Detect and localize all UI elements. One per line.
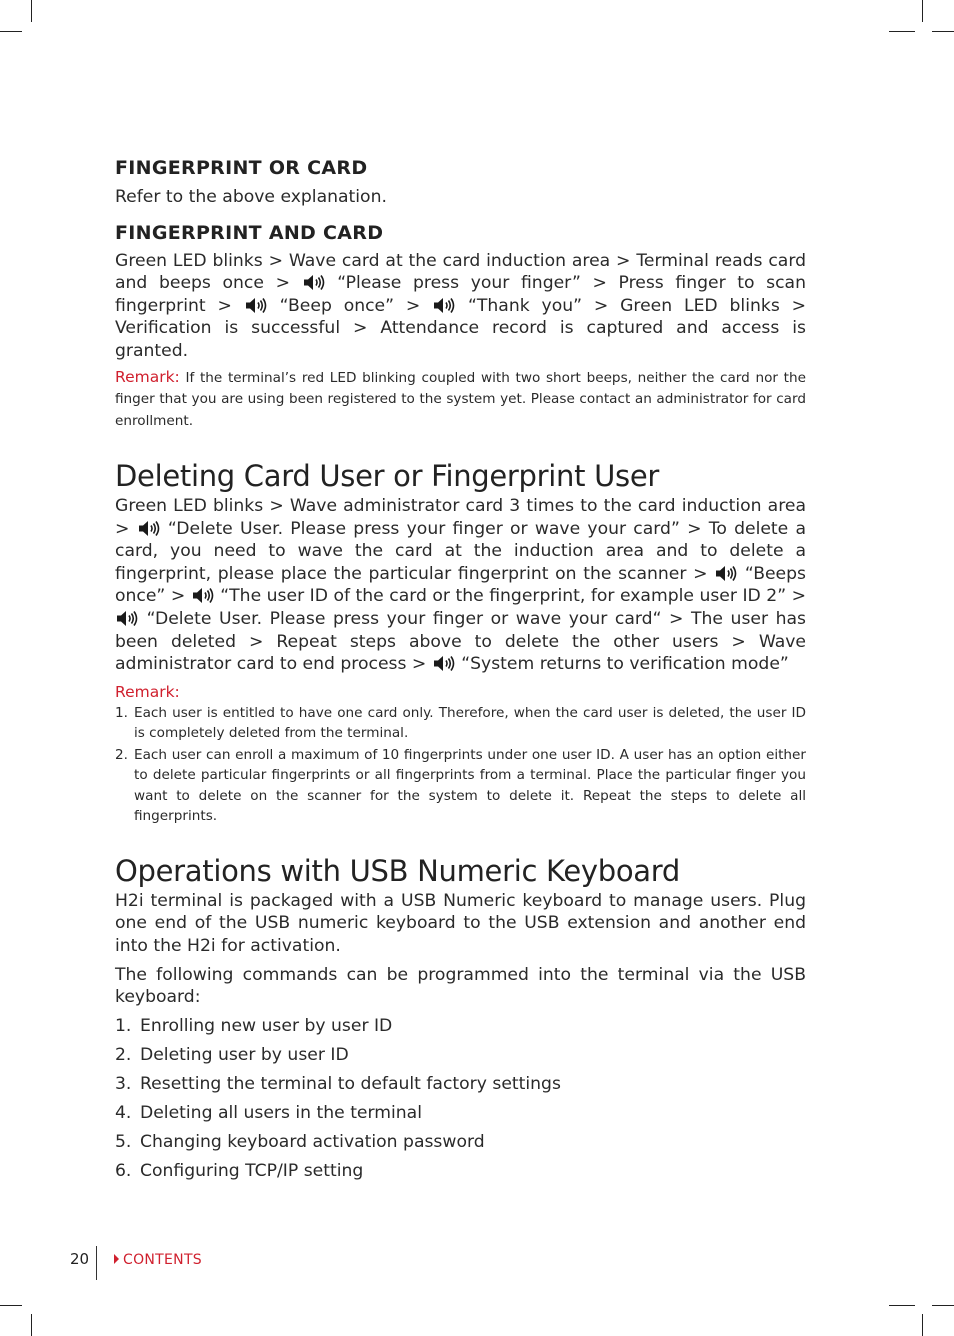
list-item: 4. Deleting all users in the terminal bbox=[115, 1102, 422, 1123]
usb-paragraph-1: H2i terminal is packaged with a USB Numeric keyboard to manage users. Plug one end of the USB numeric keyboard to the USB extension and another end into the H2i for activation. bbox=[115, 890, 806, 956]
footer-divider bbox=[96, 1246, 97, 1280]
section-title-deleting: Deleting Card User or Fingerprint User bbox=[115, 459, 660, 494]
crop-mark bbox=[922, 1314, 923, 1336]
remark-list bbox=[115, 703, 806, 827]
section-title-usb-keyboard: Operations with USB Numeric Keyboard bbox=[115, 853, 680, 888]
speaker-icon bbox=[192, 587, 214, 604]
speaker-icon bbox=[245, 297, 267, 314]
speaker-icon bbox=[138, 520, 160, 537]
page-footer bbox=[70, 1250, 202, 1268]
crop-mark bbox=[31, 1314, 32, 1336]
remark-label: Remark: bbox=[115, 367, 180, 386]
arrow-right-icon bbox=[114, 1254, 119, 1264]
list-item: 1. Enrolling new user by user ID bbox=[115, 1015, 393, 1036]
fingerprint-and-card-text: Green LED blinks > Wave card at the card induction area > Terminal reads card and beeps once > “Please press your finger” > Press finger to scan fingerprint > “Beep once” > “Thank you” > Green LED blinks > Verification is successful > Attendance record is captured and access is granted. bbox=[115, 250, 807, 361]
speaker-icon bbox=[116, 610, 138, 627]
crop-mark bbox=[0, 1305, 22, 1306]
speaker-icon bbox=[433, 297, 455, 314]
list-item: 2. Deleting user by user ID bbox=[115, 1044, 349, 1065]
fingerprint-or-card-text: Refer to the above explanation. bbox=[115, 187, 387, 207]
crop-mark bbox=[932, 1305, 954, 1306]
page-content bbox=[115, 155, 806, 1186]
list-item: 6. Configuring TCP/IP setting bbox=[115, 1160, 364, 1181]
crop-mark bbox=[932, 31, 954, 32]
deleting-text: Green LED blinks > Wave administrator card 3 times to the card induction area > “Delete User. Please press your finger or wave your card” > To delete a card, you need to wave the card at the induction area and to delete a fingerprint, please place the particular fingerprint on the scanner > “Beeps once” > “The user ID of the card or the fingerprint, for example user ID 2” > “Delete User. Please press your finger or wave your card“ > The user has been deleted > Repeat steps above to delete the other users > Wave administrator card to end process > “System returns to verification mode” bbox=[115, 496, 807, 675]
list-item: 5. Changing keyboard activation password bbox=[115, 1131, 485, 1152]
page-number: 20 bbox=[70, 1250, 90, 1268]
crop-mark bbox=[889, 31, 915, 32]
remark-label: Remark: bbox=[115, 682, 180, 701]
section-heading-fingerprint-and-card: FINGERPRINT AND CARD bbox=[115, 221, 384, 244]
crop-mark bbox=[31, 0, 32, 22]
speaker-icon bbox=[433, 655, 455, 672]
section-heading-fingerprint-or-card: FINGERPRINT OR CARD bbox=[115, 157, 368, 179]
usb-paragraph-2: The following commands can be programmed into the terminal via the USB keyboard: bbox=[115, 964, 806, 1008]
list-item: 3. Resetting the terminal to default factory settings bbox=[115, 1073, 561, 1094]
command-list bbox=[115, 1012, 806, 1186]
list-item: 1. Each user is entitled to have one card only. Therefore, when the card user is deleted, the user ID is completely deleted from the terminal. bbox=[115, 704, 806, 742]
crop-mark bbox=[889, 1305, 915, 1306]
crop-mark bbox=[922, 0, 923, 22]
list-item: 2. Each user can enroll a maximum of 10 fingerprints under one user ID. A user has an option either to delete particular fingerprints or all fingerprints from a terminal. Place the particular finger you want to delete on the scanner for the system to delete it. Repeat the steps to delete all fingerprints. bbox=[115, 746, 806, 825]
crop-mark bbox=[0, 31, 22, 32]
remark-fingerprint-and-card: Remark: If the terminal’s red LED blinking coupled with two short beeps, neither the card nor the finger that you are using been registered to the system yet. Please contact an administrator for card enrollment. bbox=[115, 367, 806, 429]
speaker-icon bbox=[303, 274, 325, 291]
contents-link[interactable]: CONTENTS bbox=[114, 1252, 202, 1268]
speaker-icon bbox=[715, 565, 737, 582]
